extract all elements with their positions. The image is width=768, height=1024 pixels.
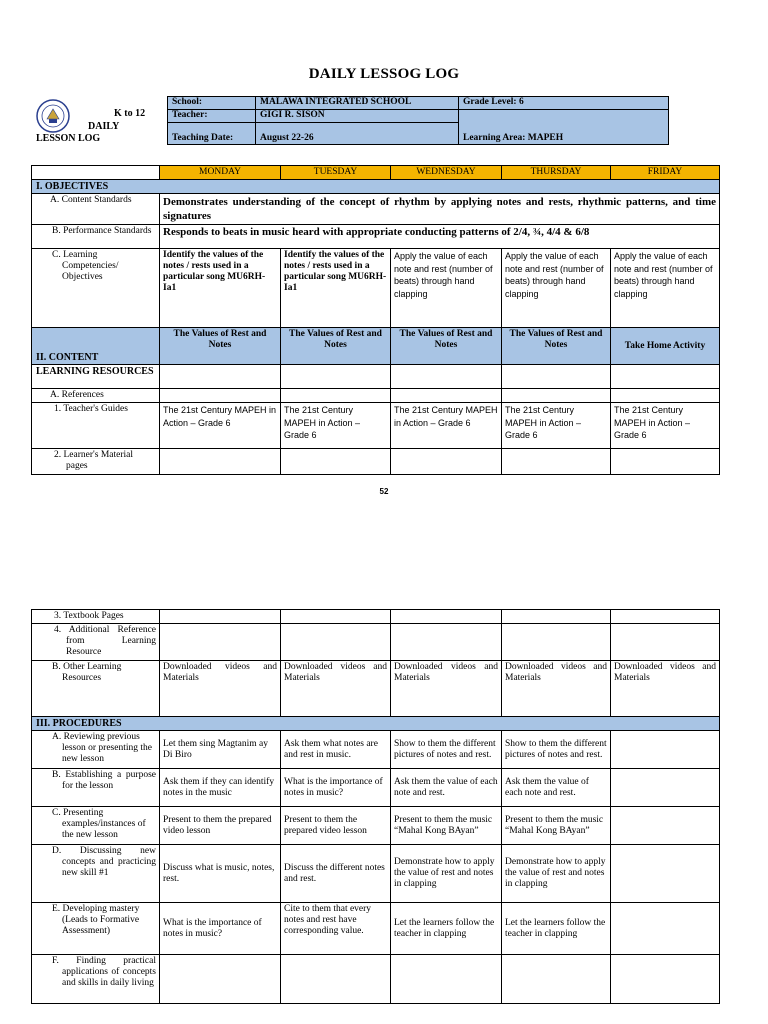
- grade-value: 6: [518, 97, 524, 107]
- empty-cell: [391, 449, 502, 475]
- procedure-row: [32, 769, 720, 807]
- procedure-row: [32, 845, 720, 903]
- daily-label: DAILY: [88, 121, 120, 132]
- k12-label: K to 12: [114, 108, 146, 119]
- competency-tuesday: Identify the values of the notes / rests used in a particular song MU6RH-Ia1: [281, 249, 391, 328]
- header-info-table: [167, 96, 669, 145]
- content-monday: The Values of Rest and Notes: [160, 328, 281, 365]
- procedure-cell: Discuss the different notes and rest.: [281, 845, 391, 903]
- procedure-cell: Ask them the value of each note and rest.: [502, 769, 611, 807]
- empty-cell: [281, 389, 391, 403]
- day-friday: FRIDAY: [611, 166, 720, 180]
- lesson-log-label: LESSON LOG: [36, 133, 101, 144]
- learning-resources-row: [32, 365, 720, 389]
- performance-standards-row: [32, 225, 720, 249]
- other-resources-label: B. Other Learning Resources: [32, 661, 160, 717]
- procedure-cell: Ask them what notes are and rest in music.: [281, 731, 391, 769]
- competency-wednesday: Apply the value of each note and rest (number of beats) through hand clapping: [391, 249, 502, 328]
- procedure-cell: Let the learners follow the teacher in clapping: [391, 903, 502, 955]
- content-friday: Take Home Activity: [611, 328, 720, 365]
- procedure-cell: Show to them the different pictures of notes and rest.: [502, 731, 611, 769]
- competency-monday: Identify the values of the notes / rests used in a particular song MU6RH-Ia1: [160, 249, 281, 328]
- objectives-heading-row: [32, 180, 720, 194]
- content-wednesday: The Values of Rest and Notes: [391, 328, 502, 365]
- procedure-cell: [611, 807, 720, 845]
- corner-cell: [32, 166, 160, 180]
- objectives-heading: I. OBJECTIVES: [32, 180, 720, 194]
- content-thursday: The Values of Rest and Notes: [502, 328, 611, 365]
- learning-resources-heading: LEARNING RESOURCES: [32, 365, 160, 389]
- empty-cell: [160, 365, 281, 389]
- procedure-cell: Present to them the prepared video lesson: [160, 807, 281, 845]
- procedure-row: [32, 955, 720, 1004]
- teachers-guide-wednesday: The 21st Century MAPEH in Action – Grade 6: [391, 403, 502, 449]
- textbook-row: [32, 610, 720, 624]
- empty-cell: [281, 449, 391, 475]
- grade-label: Grade Level:: [463, 97, 517, 107]
- empty-cell: [391, 365, 502, 389]
- empty-cell: [611, 365, 720, 389]
- content-row: [32, 328, 720, 365]
- empty-cell: [160, 389, 281, 403]
- procedure-label: D. Discussing new concepts and practicing new skill #1: [32, 845, 160, 903]
- procedure-cell: [611, 903, 720, 955]
- empty-cell: [611, 624, 720, 661]
- procedure-row: [32, 903, 720, 955]
- grade-level-cell: [459, 97, 669, 110]
- document-title: DAILY LESSOG LOG: [308, 66, 460, 82]
- procedure-cell: [281, 955, 391, 1004]
- procedures-heading-row: [32, 717, 720, 731]
- content-standards-text: Demonstrates understanding of the concept of rhythm by applying notes and rests, rhythmic patterns, and time signatures: [160, 194, 720, 225]
- procedure-cell: [611, 731, 720, 769]
- school-value: MALAWA INTEGRATED SCHOOL: [256, 97, 459, 110]
- area-value: MAPEH: [527, 133, 564, 143]
- procedures-heading: III. PROCEDURES: [32, 717, 720, 731]
- lesson-log-table-page1: [31, 165, 720, 475]
- procedure-label: E. Developing mastery (Leads to Formative Assessment): [32, 903, 160, 955]
- performance-standards-text: Responds to beats in music heard with appropriate conducting patterns of 2/4, ¾, 4/4 & 6/8: [160, 225, 720, 249]
- empty-cell: [160, 624, 281, 661]
- days-header-row: [32, 166, 720, 180]
- procedure-cell: Present to them the prepared video lesson: [281, 807, 391, 845]
- school-label: School:: [168, 97, 256, 110]
- learning-area-cell: [459, 110, 669, 145]
- procedure-cell: Ask them the value of each note and rest.: [391, 769, 502, 807]
- procedure-cell: Discuss what is music, notes, rest.: [160, 845, 281, 903]
- procedure-cell: [502, 955, 611, 1004]
- empty-cell: [502, 389, 611, 403]
- procedure-cell: Let the learners follow the teacher in clapping: [502, 903, 611, 955]
- empty-cell: [611, 610, 720, 624]
- learners-material-label: 2. Learner's Material pages: [32, 449, 160, 475]
- procedure-cell: Ask them if they can identify notes in the music: [160, 769, 281, 807]
- competencies-label: C. Learning Competencies/ Objectives: [32, 249, 160, 328]
- content-tuesday: The Values of Rest and Notes: [281, 328, 391, 365]
- teachers-guide-friday: The 21st Century MAPEH in Action – Grade 6: [611, 403, 720, 449]
- other-resource-friday: Downloaded videos and Materials: [611, 661, 720, 717]
- procedure-cell: Let them sing Magtanim ay Di Biro: [160, 731, 281, 769]
- additional-reference-label: 4. Additional Reference from Learning Resource: [32, 624, 160, 661]
- procedure-cell: [391, 955, 502, 1004]
- performance-standards-label: B. Performance Standards: [32, 225, 160, 249]
- references-label: A. References: [32, 389, 160, 403]
- content-standards-row: [32, 194, 720, 225]
- other-resource-wednesday: Downloaded videos and Materials: [391, 661, 502, 717]
- teachers-guide-monday: The 21st Century MAPEH in Action – Grade 6: [160, 403, 281, 449]
- other-resource-thursday: Downloaded videos and Materials: [502, 661, 611, 717]
- empty-cell: [391, 389, 502, 403]
- other-resource-tuesday: Downloaded videos and Materials: [281, 661, 391, 717]
- procedure-row: [32, 807, 720, 845]
- empty-cell: [611, 389, 720, 403]
- procedure-cell: Present to them the music “Mahal Kong BAyan”: [391, 807, 502, 845]
- content-heading: II. CONTENT: [32, 328, 160, 365]
- empty-cell: [160, 449, 281, 475]
- procedure-cell: What is the importance of notes in music?: [160, 903, 281, 955]
- date-value: August 22-26: [256, 123, 459, 145]
- textbook-label: 3. Textbook Pages: [32, 610, 160, 624]
- day-tuesday: TUESDAY: [281, 166, 391, 180]
- teacher-value: GIGI R. SISON: [256, 110, 459, 123]
- empty-cell: [502, 624, 611, 661]
- empty-cell: [611, 449, 720, 475]
- procedure-cell: Demonstrate how to apply the value of rest and notes in clapping: [391, 845, 502, 903]
- day-wednesday: WEDNESDAY: [391, 166, 502, 180]
- competencies-row: [32, 249, 720, 328]
- content-standards-label: A. Content Standards: [32, 194, 160, 225]
- learners-material-row: [32, 449, 720, 475]
- page-number: 52: [379, 487, 389, 496]
- empty-cell: [391, 610, 502, 624]
- additional-reference-row: [32, 624, 720, 661]
- area-label: Learning Area:: [463, 133, 526, 143]
- procedure-label: A. Reviewing previous lesson or presenting the new lesson: [32, 731, 160, 769]
- day-thursday: THURSDAY: [502, 166, 611, 180]
- procedure-label: B. Establishing a purpose for the lesson: [32, 769, 160, 807]
- procedure-cell: Cite to them that every notes and rest have corresponding value.: [281, 903, 391, 955]
- teachers-guides-label: 1. Teacher's Guides: [32, 403, 160, 449]
- procedure-row: [32, 731, 720, 769]
- teachers-guide-thursday: The 21st Century MAPEH in Action – Grade 6: [502, 403, 611, 449]
- procedure-cell: Show to them the different pictures of notes and rest.: [391, 731, 502, 769]
- teacher-label: Teacher:: [168, 110, 256, 123]
- teachers-guide-tuesday: The 21st Century MAPEH in Action – Grade 6: [281, 403, 391, 449]
- procedure-cell: [160, 955, 281, 1004]
- procedure-cell: Demonstrate how to apply the value of rest and notes in clapping: [502, 845, 611, 903]
- procedure-label: C. Presenting examples/instances of the new lesson: [32, 807, 160, 845]
- procedure-label: F. Finding practical applications of concepts and skills in daily living: [32, 955, 160, 1004]
- day-monday: MONDAY: [160, 166, 281, 180]
- empty-cell: [502, 449, 611, 475]
- competency-friday: Apply the value of each note and rest (number of beats) through hand clapping: [611, 249, 720, 328]
- empty-cell: [160, 610, 281, 624]
- empty-cell: [502, 610, 611, 624]
- empty-cell: [281, 624, 391, 661]
- empty-cell: [502, 365, 611, 389]
- empty-cell: [281, 365, 391, 389]
- procedure-cell: [611, 955, 720, 1004]
- references-row: [32, 389, 720, 403]
- teachers-guides-row: [32, 403, 720, 449]
- competency-thursday: Apply the value of each note and rest (number of beats) through hand clapping: [502, 249, 611, 328]
- empty-cell: [281, 610, 391, 624]
- procedure-cell: Present to them the music “Mahal Kong BAyan”: [502, 807, 611, 845]
- procedure-cell: [611, 845, 720, 903]
- procedure-cell: What is the importance of notes in music?: [281, 769, 391, 807]
- lesson-log-table-page2: [31, 609, 720, 1004]
- other-resources-row: [32, 661, 720, 717]
- deped-seal-icon: [36, 99, 70, 133]
- empty-cell: [391, 624, 502, 661]
- other-resource-monday: Downloaded videos and Materials: [160, 661, 281, 717]
- procedure-cell: [611, 769, 720, 807]
- date-label: Teaching Date:: [168, 123, 256, 145]
